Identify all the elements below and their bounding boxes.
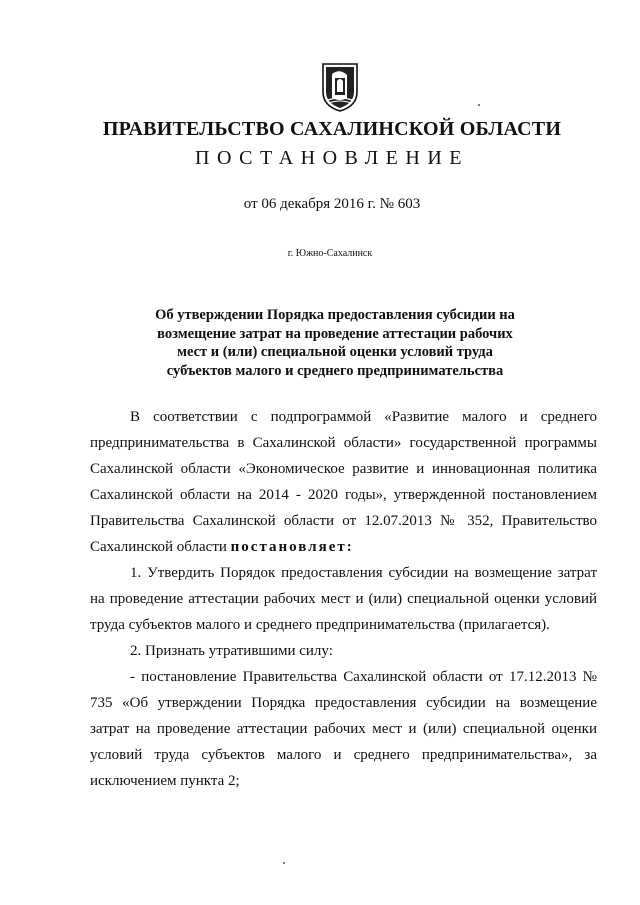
preamble-text: В соответствии с подпрограммой «Развитие малого и среднего предпринимательства в Сахалинской области» государственной программы Сахалинской области «Экономическое развитие и инновационная политика Сахалинской области на 2014 - 2020 годы», утвержденной постановлением Правительства Сахалинской области от 12.07.2013 № 352, Правительство Сахалинской области — [90, 409, 597, 555]
document-type: ПОСТАНОВЛЕНИЕ — [195, 147, 469, 169]
document-date-number: от 06 декабря 2016 г. № 603 — [243, 196, 421, 212]
item-2-subparagraph: - постановление Правительства Сахалинской области от 17.12.2013 № 735 «Об утверждении Порядка предоставления субсидии на возмещение затрат на проведение аттестации рабочих мест и (или) специальной оценки условий труда субъектов малого и среднего предпринимательства», за исключением пункта 2; — [90, 669, 597, 789]
subject-line: мест и (или) специальной оценки условий труда — [177, 344, 493, 360]
scan-speck — [283, 862, 285, 864]
subject-line: субъектов малого и среднего предпринимательства — [166, 362, 504, 379]
preamble-paragraph — [90, 404, 597, 560]
coat-of-arms-icon — [320, 62, 360, 112]
item-1-paragraph: 1. Утвердить Порядок предоставления субсидии на возмещение затрат на проведение аттестации рабочих мест и (или) специальной оценки условий труда субъектов малого и среднего предпринимательства (прилагается). — [90, 565, 597, 633]
subject-line: Об утверждении Порядка предоставления субсидии на — [155, 307, 515, 323]
government-title: ПРАВИТЕЛЬСТВО САХАЛИНСКОЙ ОБЛАСТИ — [102, 118, 562, 140]
document-body — [90, 404, 597, 794]
document-city: г. Южно-Сахалинск — [287, 248, 373, 259]
subject-line: возмещение затрат на проведение аттестации рабочих — [157, 325, 513, 342]
decree-word: постановляет: — [230, 539, 354, 555]
document-subject — [130, 306, 540, 380]
scan-speck — [478, 104, 480, 106]
item-2-paragraph: 2. Признать утратившими силу: — [130, 643, 333, 659]
